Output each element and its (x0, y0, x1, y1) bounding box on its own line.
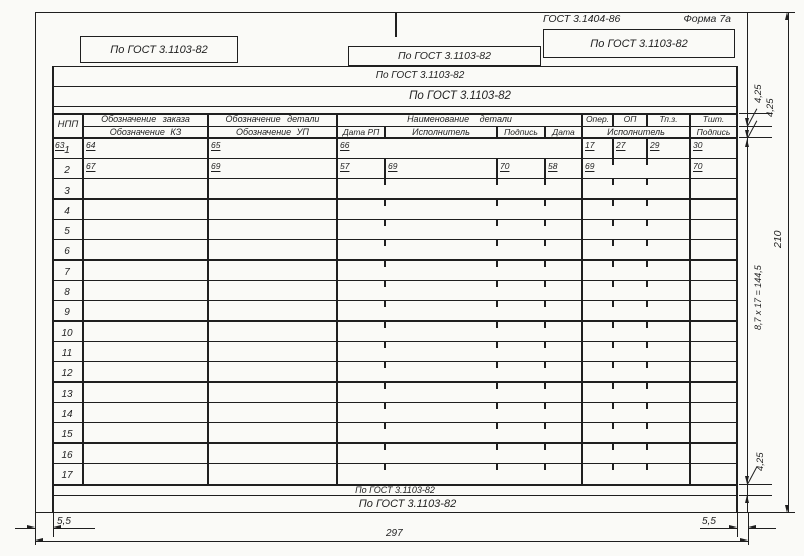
header-name-group: Наименование детали (407, 114, 512, 124)
column-tick (544, 200, 546, 206)
column-tick (544, 403, 546, 409)
column-tick (496, 301, 498, 307)
ref-57: 57 (340, 160, 350, 171)
header-op: ОП (623, 114, 637, 125)
row-number: 4 (64, 205, 70, 217)
dim-line-297 (35, 541, 748, 542)
column-tick (496, 179, 498, 185)
header-detail-group: Обозначение детали (225, 114, 320, 124)
column-tick (496, 240, 498, 246)
col-line (207, 113, 209, 484)
column-tick (646, 301, 648, 307)
column-tick (544, 342, 546, 348)
column-tick (496, 220, 498, 226)
column-tick (544, 281, 546, 287)
ref-69a: 69 (211, 160, 221, 171)
dim-arrow (785, 12, 789, 20)
ref-66: 66 (340, 140, 350, 150)
column-tick (646, 179, 648, 185)
row-number: 3 (64, 185, 70, 197)
column-tick (612, 444, 614, 450)
column-tick (384, 464, 386, 470)
column-tick (544, 322, 546, 328)
col-line (82, 113, 84, 484)
dim-line-210 (788, 12, 789, 513)
column-tick (646, 342, 648, 348)
column-tick (612, 362, 614, 368)
col-line (689, 113, 691, 484)
row-number: 7 (64, 266, 70, 278)
ref-27: 27 (616, 140, 626, 150)
ext-line (739, 126, 772, 127)
row-number: 11 (61, 348, 73, 360)
row-line (53, 219, 737, 220)
column-tick (612, 342, 614, 348)
column-tick (646, 383, 648, 389)
header-order-sub: Обозначение КЗ (109, 126, 182, 137)
column-tick (384, 403, 386, 409)
column-tick (384, 179, 386, 185)
column-tick (612, 423, 614, 429)
form-number: Форма 7а (683, 13, 731, 25)
dim-margin-right: 5,5 (702, 515, 716, 527)
column-tick (612, 220, 614, 226)
dim-arrow (785, 505, 789, 513)
header-signature: Подпись (504, 126, 538, 137)
col-line (581, 113, 583, 484)
ref-64: 64 (86, 140, 96, 150)
column-tick (544, 240, 546, 246)
dim-header-row-a: 4,25 (753, 84, 764, 104)
column-tick (612, 159, 614, 165)
column-tick (384, 200, 386, 206)
dim-sheet-height: 210 (772, 230, 784, 249)
row-line (53, 341, 737, 342)
column-tick (646, 444, 648, 450)
ext-line (739, 137, 772, 138)
row-line (53, 422, 737, 423)
column-tick (384, 240, 386, 246)
stamp-band-2: По ГОСТ 3.1103-82 (409, 90, 511, 102)
column-tick (544, 362, 546, 368)
header-tpz: Тп.з. (659, 114, 678, 125)
column-tick (496, 200, 498, 206)
column-tick (646, 159, 648, 165)
column-tick (646, 281, 648, 287)
column-tick (384, 383, 386, 389)
ext-line (739, 484, 772, 485)
column-tick (496, 362, 498, 368)
column-tick (612, 179, 614, 185)
row-number: 5 (64, 226, 70, 238)
ref-70a: 70 (500, 160, 510, 171)
stamp-top-left: По ГОСТ 3.1103-82 (80, 36, 238, 63)
top-center-mark (395, 13, 397, 37)
column-tick (612, 322, 614, 328)
column-tick (384, 423, 386, 429)
column-tick (544, 261, 546, 267)
stamp-bottom-band-1: По ГОСТ 3.1103-82 (355, 484, 435, 495)
column-tick (496, 322, 498, 328)
row-number: 10 (61, 327, 73, 339)
stamp-band-1: По ГОСТ 3.1103-82 (375, 70, 465, 81)
column-tick (544, 383, 546, 389)
column-tick (612, 301, 614, 307)
column-tick (612, 240, 614, 246)
column-tick (496, 383, 498, 389)
row2-col-line (384, 158, 386, 178)
column-tick (612, 383, 614, 389)
row-number: 6 (64, 246, 70, 258)
column-tick (646, 261, 648, 267)
ref-70b: 70 (693, 160, 703, 171)
column-tick (544, 464, 546, 470)
row-line (53, 178, 737, 179)
column-tick (646, 464, 648, 470)
dim-bottom-band: 4,25 (755, 452, 766, 472)
dim-rows-formula: 8,7 x 17 = 144,5 (753, 265, 763, 330)
row-number: 17 (61, 470, 73, 481)
column-tick (646, 403, 648, 409)
row-number: 2 (64, 165, 70, 177)
row-line (53, 381, 737, 382)
band-line (53, 106, 737, 107)
row2-col-line (496, 158, 498, 178)
column-tick (646, 200, 648, 206)
column-tick (646, 423, 648, 429)
row-number: 12 (61, 368, 73, 380)
row-line (53, 158, 737, 159)
header-signature2: Подпись (696, 126, 731, 137)
column-tick (496, 464, 498, 470)
dim-arrow (729, 525, 737, 529)
dim-margin-left: 5,5 (57, 515, 71, 527)
row-line (53, 320, 737, 321)
column-tick (544, 179, 546, 185)
row-number: 9 (64, 307, 70, 319)
row1-col-line (612, 137, 614, 159)
column-tick (496, 403, 498, 409)
ref-65: 65 (211, 140, 221, 150)
row-number: 13 (61, 388, 73, 400)
column-tick (384, 301, 386, 307)
column-tick (646, 220, 648, 226)
band-line (53, 66, 737, 68)
ref-30: 30 (693, 140, 703, 150)
row-line (53, 259, 737, 260)
form-caption (543, 13, 731, 25)
column-tick (384, 261, 386, 267)
dim-arrow (748, 525, 756, 529)
stamp-bottom-band-2: По ГОСТ 3.1103-82 (358, 498, 457, 510)
ref-58: 58 (548, 160, 558, 171)
dim-arrow (745, 139, 749, 147)
header-npp: НПП (57, 119, 79, 131)
column-tick (646, 240, 648, 246)
row-line (53, 239, 737, 240)
column-tick (544, 444, 546, 450)
row-line (53, 442, 737, 443)
dim-header-row-b: 4,25 (765, 98, 776, 118)
column-tick (612, 261, 614, 267)
row1-col-line (646, 137, 648, 159)
standard-ref: ГОСТ 3.1404-86 (543, 13, 621, 25)
ref-29: 29 (650, 140, 660, 150)
column-tick (496, 423, 498, 429)
column-tick (544, 220, 546, 226)
column-tick (496, 281, 498, 287)
column-tick (496, 261, 498, 267)
header-date: Дата (552, 126, 575, 137)
row-line (53, 300, 737, 301)
column-tick (384, 322, 386, 328)
header-executor: Исполнитель (412, 126, 470, 137)
dim-arrow (35, 538, 43, 542)
header-date-rp: Дата РП (342, 126, 380, 137)
row2-col-line (544, 158, 546, 178)
row-line (53, 280, 737, 281)
column-tick (612, 403, 614, 409)
row-line (53, 402, 737, 403)
row-number: 1 (64, 144, 70, 156)
row-number: 16 (61, 449, 73, 461)
column-tick (544, 301, 546, 307)
header-tsht: Тшт. (702, 114, 725, 125)
column-tick (646, 322, 648, 328)
band-line (53, 86, 737, 87)
dim-arrow (27, 525, 35, 529)
row-number: 8 (64, 287, 70, 299)
column-tick (496, 444, 498, 450)
row-number: 15 (61, 429, 73, 441)
column-tick (384, 342, 386, 348)
column-tick (384, 362, 386, 368)
header-executor2: Исполнитель (607, 126, 665, 137)
header-detail-sub: Обозначение УП (236, 126, 309, 137)
column-tick (544, 423, 546, 429)
row-number: 14 (61, 409, 73, 420)
row-line (53, 463, 737, 464)
column-tick (646, 362, 648, 368)
row-line (53, 198, 737, 199)
dim-arrow (745, 495, 749, 503)
column-tick (612, 464, 614, 470)
ref-69c: 69 (585, 160, 595, 171)
column-tick (496, 342, 498, 348)
ref-67: 67 (86, 160, 96, 171)
header-order-group: Обозначение заказа (101, 114, 190, 124)
column-tick (384, 220, 386, 226)
column-tick (612, 200, 614, 206)
ref-63: 63 (55, 140, 65, 150)
dim-sheet-width: 297 (386, 528, 403, 539)
header-oper: Опер. (585, 114, 610, 125)
column-tick (384, 281, 386, 287)
ref-17: 17 (585, 140, 595, 150)
stamp-top-right: По ГОСТ 3.1103-82 (543, 29, 735, 58)
dim-arrow (740, 538, 748, 542)
ref-69b: 69 (388, 160, 398, 171)
col-line (336, 113, 338, 484)
stamp-top-center: По ГОСТ 3.1103-82 (348, 46, 541, 66)
column-tick (384, 444, 386, 450)
column-tick (612, 281, 614, 287)
row-line (53, 361, 737, 362)
ext-line (739, 495, 772, 496)
